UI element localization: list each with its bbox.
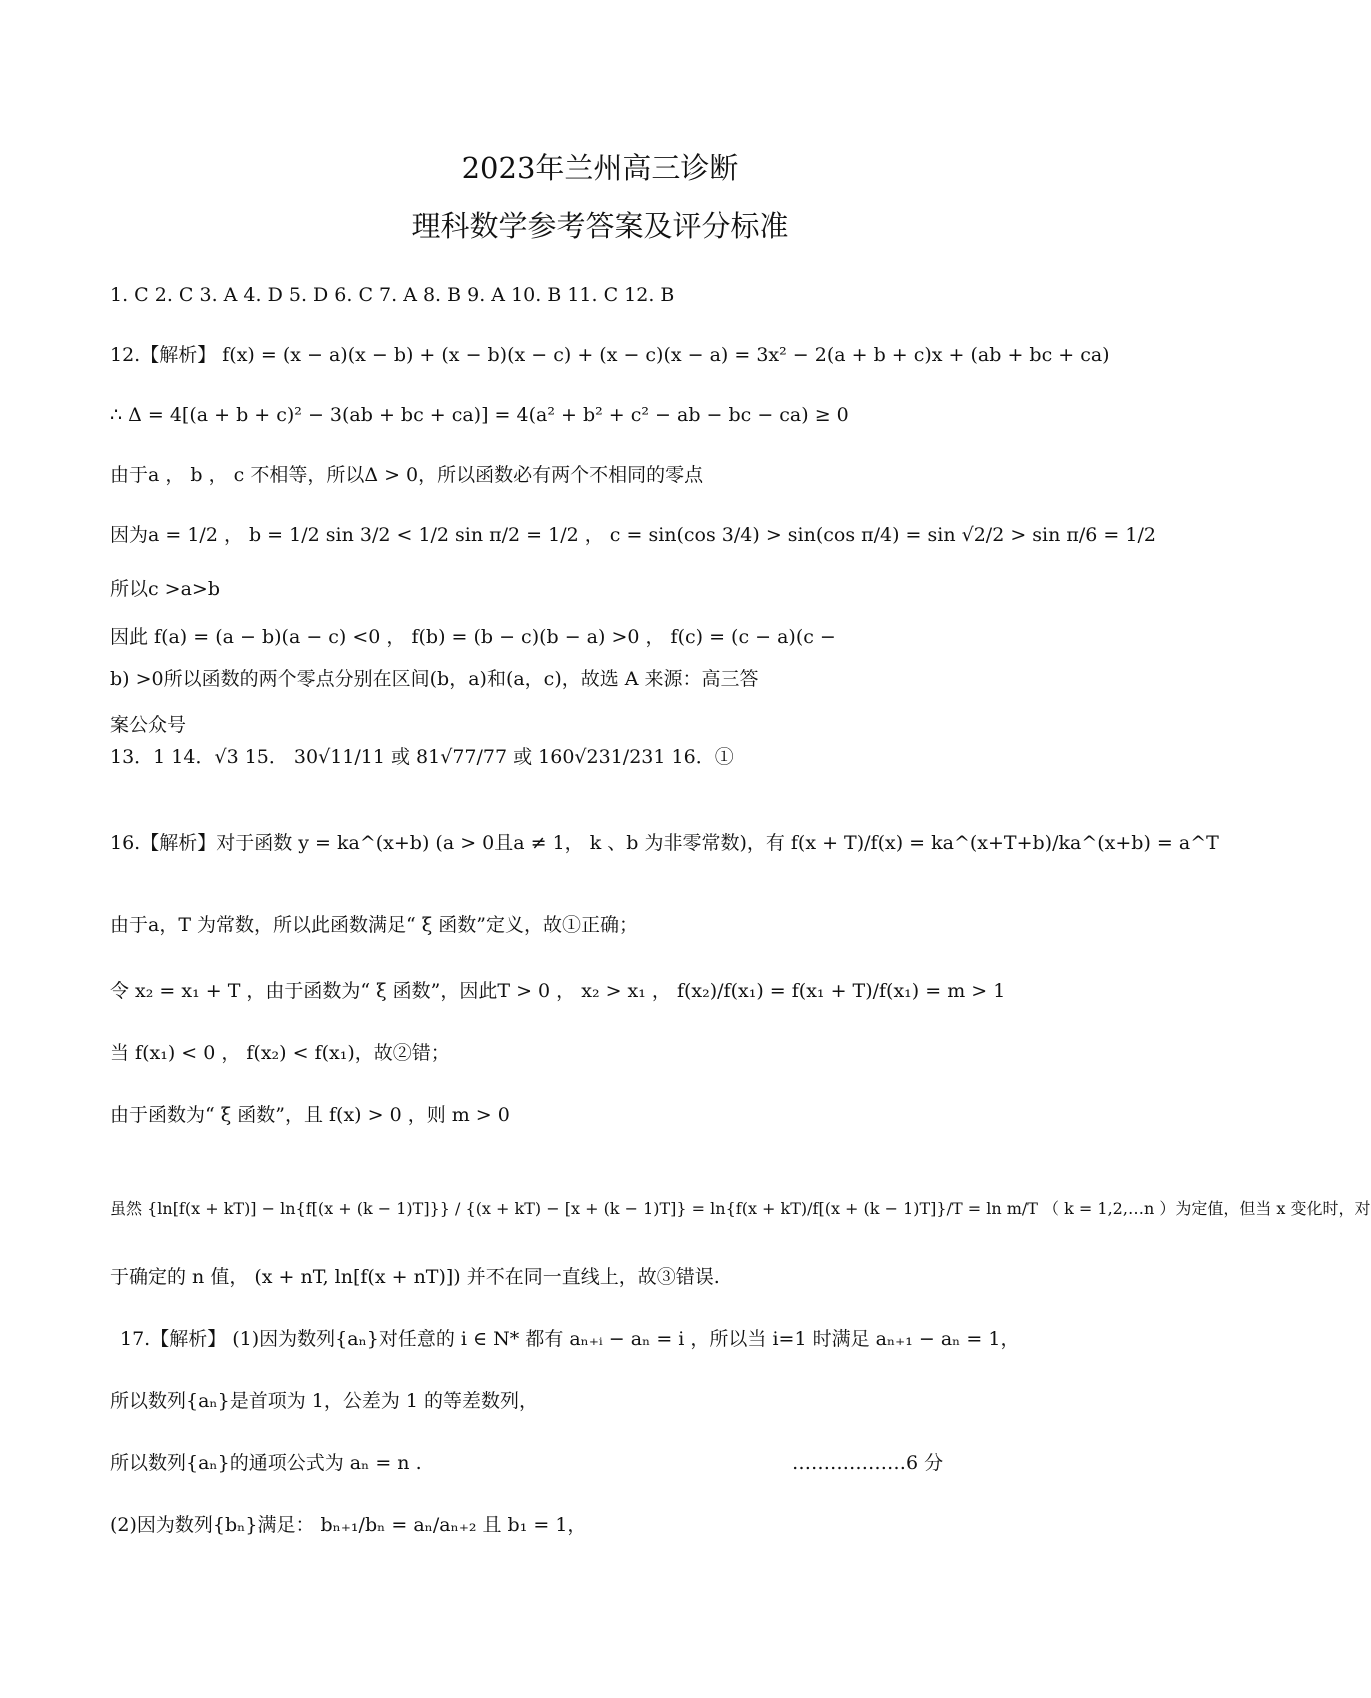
solution-16-text-5: 虽然 {ln[f(x + kT)] − ln{f[(x + (k − 1)T]}} / {(x + kT) − [x + (k − 1)T]} = ln{f(x + kT)/f[(x + (k − 1)T]}/T = ln m/T （ k = 1,2,…n ）为定值，但当 x 变化时，对 xyxy=(110,1199,1371,1218)
answers-13-16: 13．1 14．√3 15． 30√11/11 或 81√77/77 或 160√231/231 16．① xyxy=(110,746,734,768)
solution-17-text-2: 所以数列{aₙ}的通项公式为 aₙ = n . xyxy=(110,1452,422,1474)
solution-17-line: 17.【解析】 (1)因为数列{aₙ}对任意的 i ∈ N* 都有 aₙ₊ᵢ − aₙ = i ，所以当 i=1 时满足 aₙ₊₁ − aₙ = 1， xyxy=(120,1328,1020,1350)
answer-key-line: 1. C 2. C 3. A 4. D 5. D 6. C 7. A 8. B 9. A 10. B 11. C 12. B xyxy=(110,284,675,306)
solution-16-text-4: 由于函数为“ ξ 函数”，且 f(x) > 0 ，则 m > 0 xyxy=(110,1104,510,1126)
solution-12-text-1: 由于a ， b ， c 不相等，所以Δ > 0，所以函数必有两个不相同的零点 xyxy=(110,464,704,486)
solution-12-text-4: 因此 f(a) = (a − b)(a − c) <0 ， f(b) = (b − c)(b − a) >0 ， f(c) = (c − a)(c − xyxy=(110,626,836,648)
solution-12-text-5: b) >0所以函数的两个零点分别在区间(b，a)和(a，c)，故选 A 来源：高三答 xyxy=(110,668,759,690)
solution-16-text-3: 当 f(x₁) < 0 ， f(x₂) < f(x₁)，故②错； xyxy=(110,1042,450,1064)
solution-16-text-2: 令 x₂ = x₁ + T ，由于函数为“ ξ 函数”，因此T > 0 ， x₂ > x₁ ， f(x₂)/f(x₁) = f(x₁ + T)/f(x₁) = m > 1 xyxy=(110,980,1006,1002)
solution-12-text-6: 案公众号 xyxy=(110,714,187,736)
document-title: 2023年兰州高三诊断 xyxy=(461,151,739,185)
solution-16-text-1: 由于a，T 为常数，所以此函数满足“ ξ 函数”定义，故①正确； xyxy=(110,914,639,936)
solution-17-text-1: 所以数列{aₙ}是首项为 1，公差为 1 的等差数列， xyxy=(110,1390,539,1412)
document-subtitle: 理科数学参考答案及评分标准 xyxy=(411,209,789,243)
solution-12-discriminant: ∴ Δ = 4[(a + b + c)² − 3(ab + bc + ca)] = 4(a² + b² + c² − ab − bc − ca) ≥ 0 xyxy=(110,404,849,426)
solution-17-text-3: (2)因为数列{bₙ}满足： bₙ₊₁/bₙ = aₙ/aₙ₊₂ 且 b₁ = 1， xyxy=(110,1514,587,1536)
solution-12-text-3: 所以c >a>b xyxy=(110,578,221,600)
score-label: ………………6 分 xyxy=(792,1452,944,1474)
solution-12-line: 12.【解析】 f(x) = (x − a)(x − b) + (x − b)(x − c) + (x − c)(x − a) = 3x² − 2(a + b + c)x + (ab + bc + ca) xyxy=(110,344,1110,366)
solution-12-text-2: 因为a = 1/2 ， b = 1/2 sin 3/2 < 1/2 sin π/2 = 1/2 ， c = sin(cos 3/4) > sin(cos π/4) = sin √2/2 > sin π/6 = 1/2 xyxy=(110,524,1156,546)
solution-16-line: 16.【解析】对于函数 y = ka^(x+b) (a > 0且a ≠ 1， k 、b 为非零常数)，有 f(x + T)/f(x) = ka^(x+T+b)/ka^(x+b) = a^T xyxy=(110,832,1219,854)
solution-16-text-6: 于确定的 n 值， (x + nT, ln[f(x + nT)]) 并不在同一直线上，故③错误. xyxy=(110,1266,720,1288)
